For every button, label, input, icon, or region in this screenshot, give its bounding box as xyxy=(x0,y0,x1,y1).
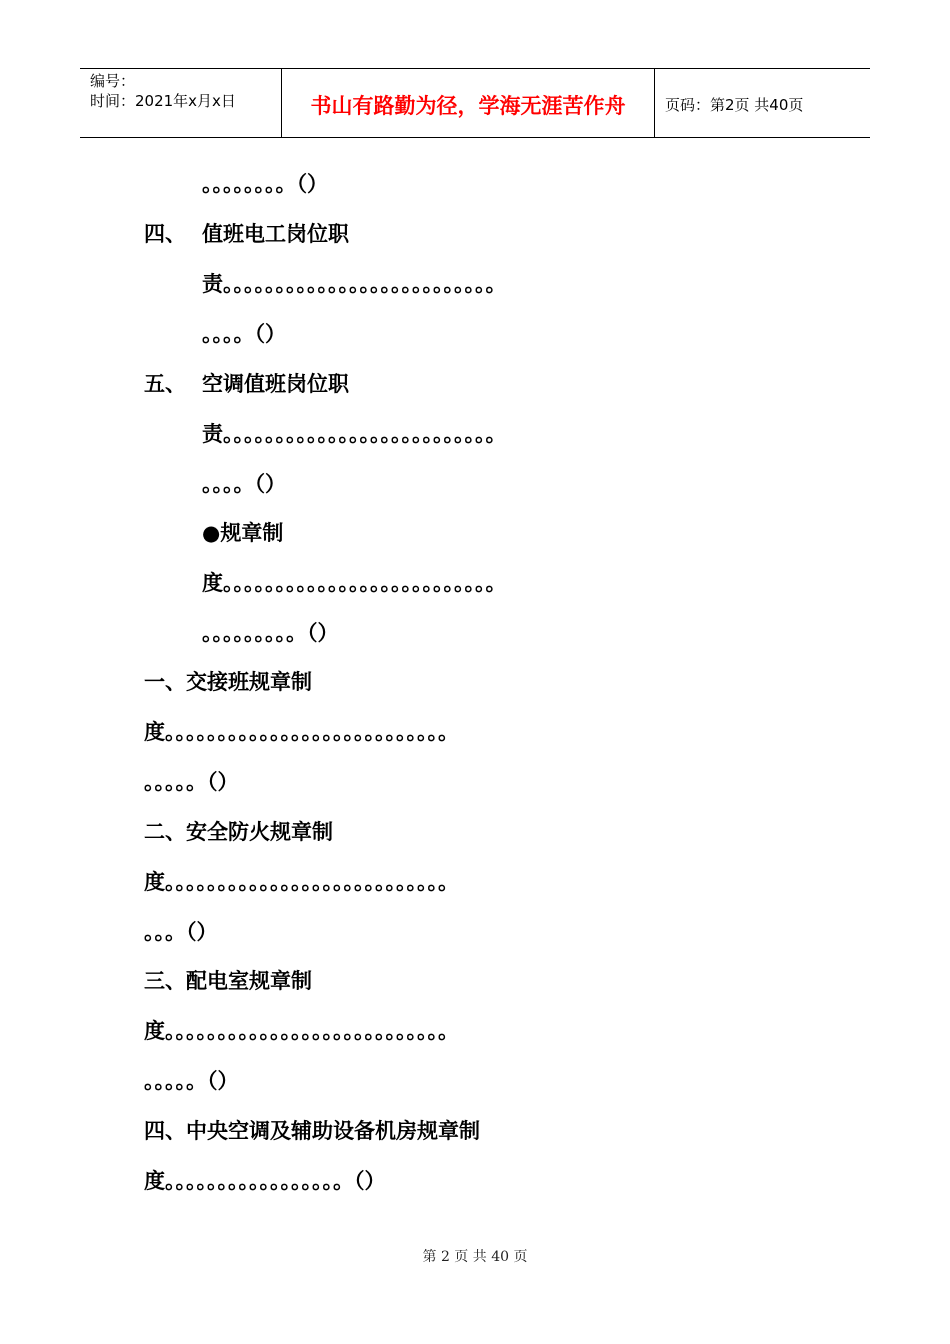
toc-line: 四、中央空调及辅助设备机房规章制 xyxy=(144,1119,480,1143)
toc-line: ●规章制 xyxy=(202,521,284,545)
toc-line: 度。。。。。。。。。。。。。。。。。。。。。。。。。。。 xyxy=(144,1019,459,1043)
toc-line: 。。。。（） xyxy=(202,472,286,496)
toc-line: 责。。。。。。。。。。。。。。。。。。。。。。。。。。 xyxy=(202,422,507,446)
toc-line: 度。。。。。。。。。。。。。。。。。。。。。。。。。。 xyxy=(202,571,507,595)
document-time-label: 时间：2021年x月x日 xyxy=(90,92,236,110)
toc-line: 五、 空调值班岗位职 xyxy=(144,372,349,396)
toc-line: 。。。。。。。。。（） xyxy=(202,621,339,645)
page-footer: 第 2 页 共 40 页 xyxy=(422,1249,528,1265)
document-number-label: 编号： xyxy=(90,72,136,90)
header-page-info: 页码：第2页 共40页 xyxy=(665,95,804,114)
toc-line: 。。。。。（） xyxy=(144,770,239,794)
toc-number: 四、 xyxy=(144,222,186,246)
header-meta-cell xyxy=(80,69,282,137)
toc-line: 。。。（） xyxy=(144,920,218,944)
toc-line: 度。。。。。。。。。。。。。。。。。（） xyxy=(144,1169,386,1193)
toc-line: 二、安全防火规章制 xyxy=(144,820,333,844)
toc-number: 五、 xyxy=(144,372,186,396)
toc-line: 。。。。（） xyxy=(202,322,286,346)
header-motto: 书山有路勤为径，学海无涯苦作舟 xyxy=(282,69,655,137)
toc-line: 。。。。。（） xyxy=(144,1069,239,1093)
toc-line: 四、 值班电工岗位职 xyxy=(144,222,349,246)
toc-line: 一、交接班规章制 xyxy=(144,670,312,694)
toc-line: 度。。。。。。。。。。。。。。。。。。。。。。。。。。。 xyxy=(144,870,459,894)
page-header xyxy=(80,68,870,138)
toc-line: 责。。。。。。。。。。。。。。。。。。。。。。。。。。 xyxy=(202,272,507,296)
toc-line: 三、配电室规章制 xyxy=(144,969,312,993)
toc-line: 度。。。。。。。。。。。。。。。。。。。。。。。。。。。 xyxy=(144,720,459,744)
toc-line: 。。。。。。。。（） xyxy=(202,172,328,196)
